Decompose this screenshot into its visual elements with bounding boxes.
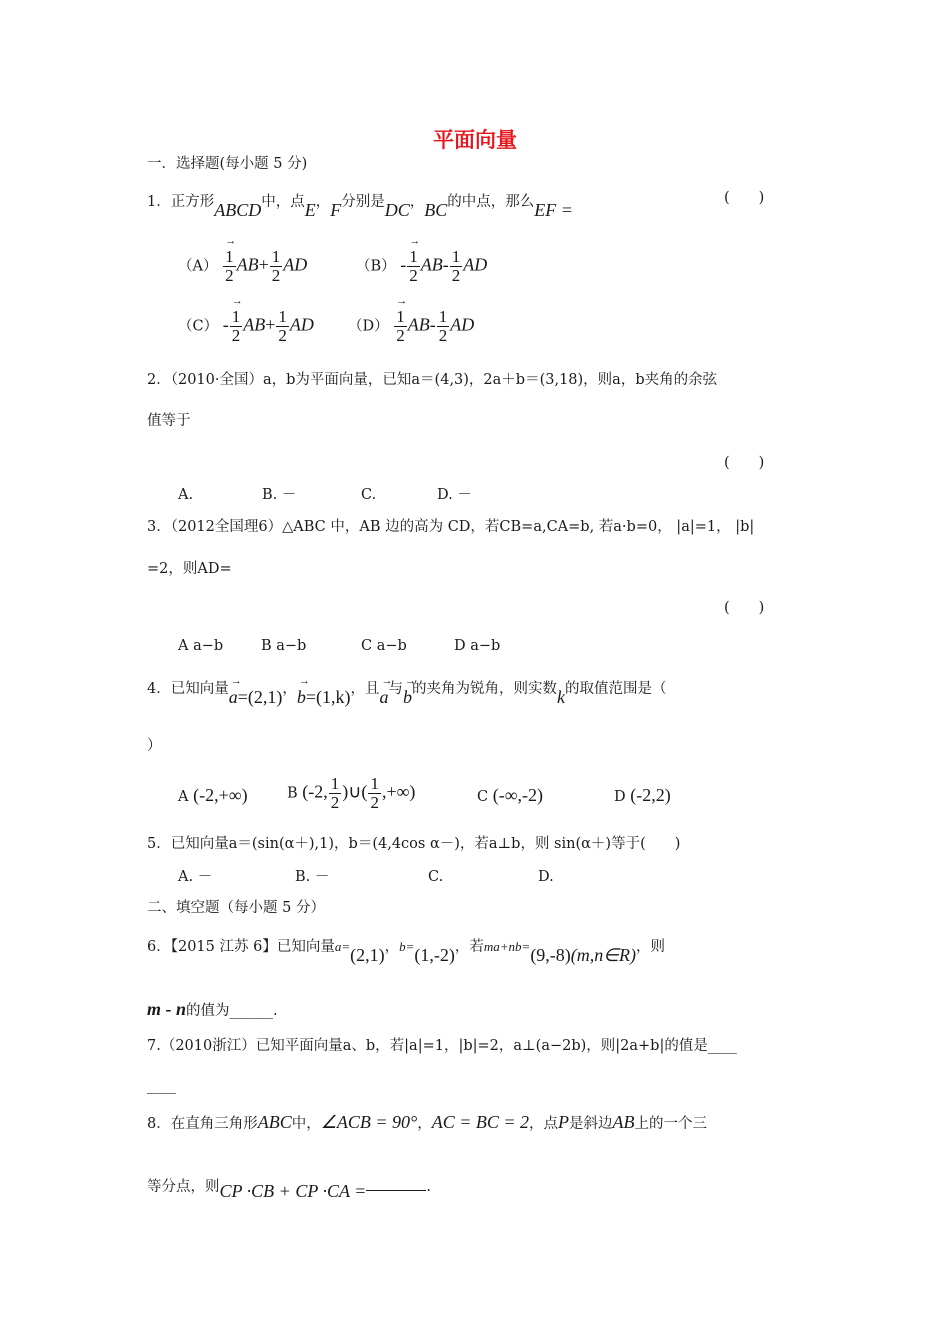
q1-f: F [330,200,342,220]
page-title: 平面向量 [433,128,517,152]
q4-b-frac2: $\frac{1}{2}$ [370,774,379,812]
q1-d-frac2: $\frac{1}{2}$ [438,307,448,345]
q1-d-ad: AD [450,314,475,335]
q8-text3: 是斜边 [569,1116,613,1132]
q4-b-frac1: $\frac{1}{2}$ [330,774,340,812]
q8-text4: 上的一个三 [634,1116,708,1132]
q5-option-d: D. [538,869,554,885]
q8-ab: AB [612,1112,635,1132]
question-6 [147,935,665,965]
q4-option-b-label: B [287,785,298,802]
q1-stem: 1．正方形 [147,194,215,210]
q4-option-a-value: (-2,+∞) [193,785,248,805]
q4-vec-b: → b [297,687,306,709]
question-7-line2: ____ [147,1078,176,1094]
q8-expression: CP ·CB + CP ·CA = [219,1181,367,1201]
q8-sides: AC = BC = 2 [431,1112,530,1132]
q4-option-c-label: C [477,789,489,805]
q1-c-ad: AD [289,314,314,335]
q4-option-c-value: (-∞,-2) [492,785,544,805]
q4-text2: 与 [388,681,404,697]
q1-option-a [178,248,307,285]
q4-text4: 的取值范围是（ [565,681,667,697]
question-2-line1: 2．（2010·全国）a，b为平面向量，已知a＝(4,3)，2a＋b＝(3,18)，则a，b夹角的余弦 [147,372,718,388]
q1-option-c-label: （C） [178,318,219,335]
q2-answer-paren: ( ) [724,455,765,471]
q1-a-plus: + [258,254,269,275]
question-3-line1: 3．（2012全国理6）△ABC 中，AB 边的高为 CD，若CB=a,CA=b, 若a·b=0， |a|=1， |b| [147,519,755,535]
q1-option-d-label: （D） [348,318,389,335]
q6-sep: ， [384,939,400,955]
question-4 [147,677,667,707]
q6-text2: ，则 [635,939,665,955]
q6-b-value: (1,-2) [414,945,455,965]
q4-vec-a: → a [229,687,238,709]
q8-text1: 中， [291,1116,321,1132]
q1-text3: 的中点，那么 [447,194,535,210]
q6-mn-label: ma+nb= [483,939,531,954]
question-5: 5．已知向量a＝(sin(α＋),1)，b＝(4,4cos α－)，若a⊥b，则 sin(α＋)等于( ) [147,836,681,852]
q8-answer-blank[interactable] [366,1190,426,1191]
q1-ef: EF = [534,200,573,220]
q1-text2: 分别是 [341,194,385,210]
q1-sep: ， [315,194,331,210]
q4-option-b-post: ,+∞) [381,781,416,802]
q4-comma: ， [282,681,297,697]
q1-option-d [348,308,474,345]
q6-text1: ，若 [454,939,484,955]
q6-text3: 的值为______. [186,1003,278,1019]
q1-option-c [178,308,314,345]
q1-answer-paren: ( ) [724,190,765,206]
q6-line2 [147,999,278,1021]
q4-text3: 的夹角为锐角，则实数 [412,681,558,697]
q2-option-c: C. [361,487,377,503]
q1-e: E [304,200,316,220]
q4-close-paren: ） [147,738,162,754]
q4-option-d [614,785,671,806]
q2-option-a: A. [178,487,194,503]
q5-option-c: C. [428,869,444,885]
question-7-line1: 7.（2010浙江）已知平面向量a、b，若|a|=1，|b|=2，a⊥(a−2b)，则|2a+b|的值是____ [147,1038,737,1054]
q8-end: . [426,1179,431,1195]
q3-answer-paren: ( ) [724,600,765,616]
q8-angle: ∠ACB = 90° [320,1112,418,1132]
q5-option-b: B. － [295,869,330,885]
q1-d-minus: - [429,314,436,335]
q4-a-value: =(2,1) [237,687,283,707]
q4-option-d-label: D [614,789,626,805]
q1-b-minus1: - [400,254,407,275]
section-choice-heading: 一．选择题(每小题 5 分) [147,156,308,172]
q1-b-minus2: - [442,254,449,275]
q6-a-label: a= [334,939,351,954]
q1-a-ab: AB [236,254,259,275]
q3-option-b: B a−b [261,638,307,654]
q6-stem: 6．【2015 江苏 6】已知向量 [147,939,335,955]
q3-option-d: D a−b [454,638,501,654]
q1-d-frac1: → $\frac{1}{2}$ [394,308,407,345]
question-8 [147,1112,707,1134]
q6-condition: (m,n∈R) [570,945,636,965]
q4-option-b-pre: (-2, [302,781,328,802]
question-2-line2: 值等于 [147,413,191,429]
q1-b-ad: AD [463,254,488,275]
q1-option-b [356,248,487,285]
q4-option-b [287,775,415,812]
q1-b-ab: AB [420,254,443,275]
question-1 [147,190,573,220]
q4-option-d-value: (-2,2) [630,785,671,805]
q8-abc: ABC [257,1112,292,1132]
q1-c-frac1: → $\frac{1}{2}$ [230,308,243,345]
q1-c-ab: AB [243,314,266,335]
q4-option-c [477,785,543,806]
q4-stem: 4．已知向量 [147,681,229,697]
q4-option-b-mid: )∪( [342,781,368,802]
q1-c-plus: + [265,314,276,335]
q8-p: P [558,1112,570,1132]
q6-mn-value: (9,-8) [530,945,571,965]
q4-option-a [178,785,248,806]
q1-bc: BC [424,200,448,220]
q4-option-a-label: A [178,789,189,805]
q1-a-ad: AD [283,254,308,275]
q1-text1: 中，点 [261,194,305,210]
question-3-line2: =2，则AD= [147,561,232,577]
q1-a-frac2: $\frac{1}{2}$ [271,247,281,285]
q3-option-c: C a−b [361,638,407,654]
q8-line2-text: 等分点，则 [147,1179,220,1195]
q1-b-frac1: → $\frac{1}{2}$ [407,248,420,285]
q1-c-frac2: $\frac{1}{2}$ [278,307,287,345]
q1-option-a-label: （A） [178,258,218,275]
q1-a-frac1: → $\frac{1}{2}$ [223,248,236,285]
q8-comma: ， [417,1116,432,1132]
q4-b-value: =(1,k) [305,687,351,707]
q4-vec-b2: → b [403,687,412,709]
q1-b-frac2: $\frac{1}{2}$ [451,247,461,285]
q2-option-d: D. － [437,487,472,503]
q5-option-a: A. － [178,869,213,885]
q4-text1: ，且 [350,681,380,697]
q6-a-value: (2,1) [350,945,385,965]
q1-abcd: ABCD [214,200,262,220]
q1-c-minus: - [222,314,229,335]
q2-option-b: B. － [262,487,297,503]
q8-text2: ，点 [529,1116,559,1132]
q6-b-label: b= [399,939,415,954]
q6-expression: m - n [147,999,187,1019]
q3-option-a: A a−b [178,638,224,654]
q1-d-ab: AB [407,314,430,335]
q8-line2 [147,1175,431,1201]
q4-k: k [557,687,566,707]
q1-dc: DC [384,200,410,220]
q8-stem: 8．在直角三角形 [147,1116,258,1132]
q4-vec-a2: → a [380,687,389,709]
section-fill-heading: 二、填空题（每小题 5 分） [147,900,325,916]
q1-sep2: ， [409,194,425,210]
q1-option-b-label: （B） [356,258,396,275]
